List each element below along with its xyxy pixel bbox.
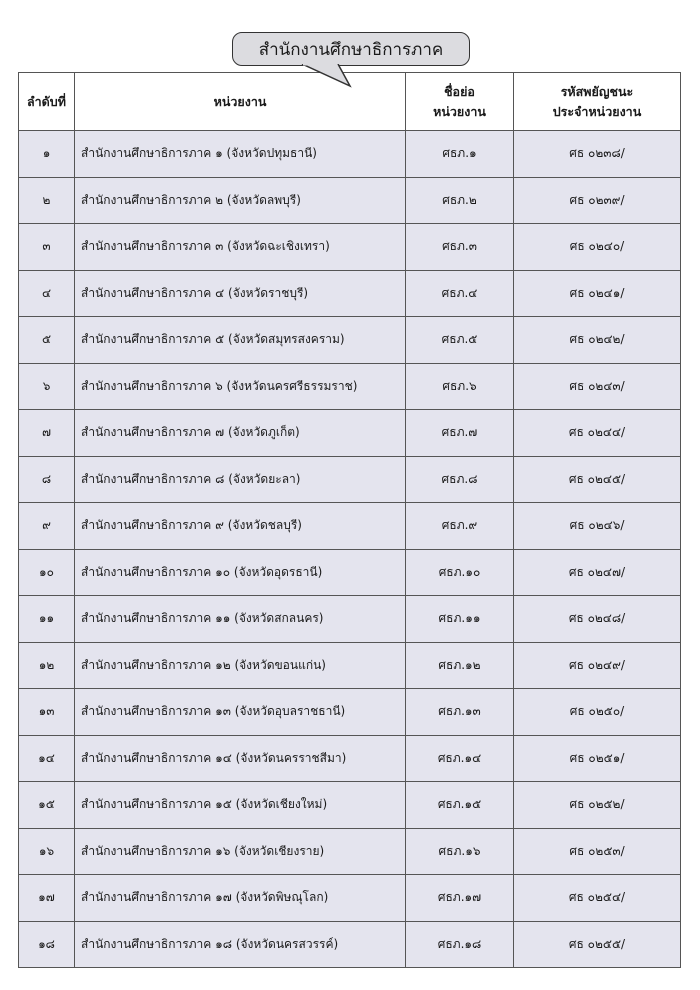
row-code: ศธ ๐๒๕๔/: [514, 875, 681, 922]
row-number: ๑๒: [19, 642, 75, 689]
row-code: ศธ ๐๒๔๑/: [514, 270, 681, 317]
row-abbreviation: ศธภ.๑๖: [406, 828, 514, 875]
row-abbreviation: ศธภ.๒: [406, 177, 514, 224]
row-code: ศธ ๐๒๕๐/: [514, 689, 681, 736]
row-number: ๑๕: [19, 782, 75, 829]
row-code: ศธ ๐๒๔๙/: [514, 642, 681, 689]
row-code: ศธ ๐๒๔๐/: [514, 224, 681, 271]
table-row: [19, 921, 681, 968]
table-row: [19, 642, 681, 689]
table-row: [19, 363, 681, 410]
table-row: [19, 735, 681, 782]
row-number: ๑๔: [19, 735, 75, 782]
row-unit: สำนักงานศึกษาธิการภาค ๓ (จังหวัดฉะเชิงเทรา): [75, 224, 406, 271]
table-row: [19, 270, 681, 317]
row-abbreviation: ศธภ.๑๗: [406, 875, 514, 922]
table-row: [19, 317, 681, 364]
row-abbreviation: ศธภ.๙: [406, 503, 514, 550]
row-abbreviation: ศธภ.๑๒: [406, 642, 514, 689]
table-row: [19, 875, 681, 922]
page-title-callout: [232, 32, 470, 66]
row-abbreviation: ศธภ.๑๑: [406, 596, 514, 643]
row-number: ๕: [19, 317, 75, 364]
row-number: ๑๐: [19, 549, 75, 596]
row-unit: สำนักงานศึกษาธิการภาค ๑๖ (จังหวัดเชียงราย): [75, 828, 406, 875]
row-unit: สำนักงานศึกษาธิการภาค ๑๑ (จังหวัดสกลนคร): [75, 596, 406, 643]
row-code: ศธ ๐๒๕๕/: [514, 921, 681, 968]
row-unit: สำนักงานศึกษาธิการภาค ๑๘ (จังหวัดนครสวรรค์): [75, 921, 406, 968]
row-unit: สำนักงานศึกษาธิการภาค ๒ (จังหวัดลพบุรี): [75, 177, 406, 224]
row-abbreviation: ศธภ.๑๘: [406, 921, 514, 968]
row-unit: สำนักงานศึกษาธิการภาค ๑๒ (จังหวัดขอนแก่น): [75, 642, 406, 689]
row-number: ๖: [19, 363, 75, 410]
row-code: ศธ ๐๒๔๓/: [514, 363, 681, 410]
row-number: ๑๓: [19, 689, 75, 736]
row-number: ๑: [19, 131, 75, 178]
row-unit: สำนักงานศึกษาธิการภาค ๙ (จังหวัดชลบุรี): [75, 503, 406, 550]
row-code: ศธ ๐๒๔๔/: [514, 410, 681, 457]
row-abbreviation: ศธภ.๓: [406, 224, 514, 271]
row-code: ศธ ๐๒๔๒/: [514, 317, 681, 364]
row-unit: สำนักงานศึกษาธิการภาค ๑๗ (จังหวัดพิษณุโลก): [75, 875, 406, 922]
row-number: ๔: [19, 270, 75, 317]
row-unit: สำนักงานศึกษาธิการภาค ๖ (จังหวัดนครศรีธรรมราช): [75, 363, 406, 410]
callout-tail: [300, 64, 370, 88]
row-code: ศธ ๐๒๔๗/: [514, 549, 681, 596]
row-code: ศธ ๐๒๓๙/: [514, 177, 681, 224]
row-code: ศธ ๐๒๕๒/: [514, 782, 681, 829]
row-abbreviation: ศธภ.๔: [406, 270, 514, 317]
row-number: ๑๘: [19, 921, 75, 968]
row-abbreviation: ศธภ.๑: [406, 131, 514, 178]
row-number: ๙: [19, 503, 75, 550]
row-abbreviation: ศธภ.๕: [406, 317, 514, 364]
row-unit: สำนักงานศึกษาธิการภาค ๕ (จังหวัดสมุทรสงคราม): [75, 317, 406, 364]
row-abbreviation: ศธภ.๘: [406, 456, 514, 503]
row-abbreviation: ศธภ.๑๓: [406, 689, 514, 736]
table-row: [19, 782, 681, 829]
row-unit: สำนักงานศึกษาธิการภาค ๑๕ (จังหวัดเชียงใหม่): [75, 782, 406, 829]
row-number: ๑๑: [19, 596, 75, 643]
table-row: [19, 503, 681, 550]
header-code: [514, 73, 681, 131]
table-row: [19, 224, 681, 271]
table-row: [19, 689, 681, 736]
row-unit: สำนักงานศึกษาธิการภาค ๔ (จังหวัดราชบุรี): [75, 270, 406, 317]
row-abbreviation: ศธภ.๖: [406, 363, 514, 410]
row-unit: สำนักงานศึกษาธิการภาค ๘ (จังหวัดยะลา): [75, 456, 406, 503]
row-number: ๒: [19, 177, 75, 224]
table-row: [19, 596, 681, 643]
header-unit: หน่วยงาน: [75, 73, 406, 131]
row-code: ศธ ๐๒๕๑/: [514, 735, 681, 782]
table-row: [19, 131, 681, 178]
table-row: [19, 549, 681, 596]
unit-table: [18, 72, 681, 968]
row-abbreviation: ศธภ.๑๔: [406, 735, 514, 782]
row-code: ศธ ๐๒๕๓/: [514, 828, 681, 875]
row-unit: สำนักงานศึกษาธิการภาค ๑๔ (จังหวัดนครราชสีมา): [75, 735, 406, 782]
page-title: สำนักงานศึกษาธิการภาค: [258, 39, 444, 60]
row-code: ศธ ๐๒๓๘/: [514, 131, 681, 178]
row-unit: สำนักงานศึกษาธิการภาค ๑ (จังหวัดปทุมธานี): [75, 131, 406, 178]
table-body: [19, 131, 681, 968]
header-abbr-line2: หน่วยงาน: [433, 103, 486, 119]
row-number: ๘: [19, 456, 75, 503]
row-unit: สำนักงานศึกษาธิการภาค ๑๓ (จังหวัดอุบลราชธานี): [75, 689, 406, 736]
header-abbr: [406, 73, 514, 131]
row-code: ศธ ๐๒๔๖/: [514, 503, 681, 550]
row-number: ๓: [19, 224, 75, 271]
row-unit: สำนักงานศึกษาธิการภาค ๗ (จังหวัดภูเก็ต): [75, 410, 406, 457]
table-row: [19, 410, 681, 457]
table-row: [19, 177, 681, 224]
row-number: ๗: [19, 410, 75, 457]
row-code: ศธ ๐๒๔๘/: [514, 596, 681, 643]
row-code: ศธ ๐๒๔๕/: [514, 456, 681, 503]
row-unit: สำนักงานศึกษาธิการภาค ๑๐ (จังหวัดอุดรธานี): [75, 549, 406, 596]
row-abbreviation: ศธภ.๗: [406, 410, 514, 457]
header-code-line1: รหัสพยัญชนะ: [560, 83, 634, 99]
row-abbreviation: ศธภ.๑๕: [406, 782, 514, 829]
header-code-line2: ประจำหน่วยงาน: [552, 103, 642, 119]
table-row: [19, 456, 681, 503]
row-abbreviation: ศธภ.๑๐: [406, 549, 514, 596]
table-row: [19, 828, 681, 875]
row-number: ๑๗: [19, 875, 75, 922]
row-number: ๑๖: [19, 828, 75, 875]
header-order: ลำดับที่: [19, 73, 75, 131]
header-abbr-line1: ชื่อย่อ: [444, 83, 475, 99]
